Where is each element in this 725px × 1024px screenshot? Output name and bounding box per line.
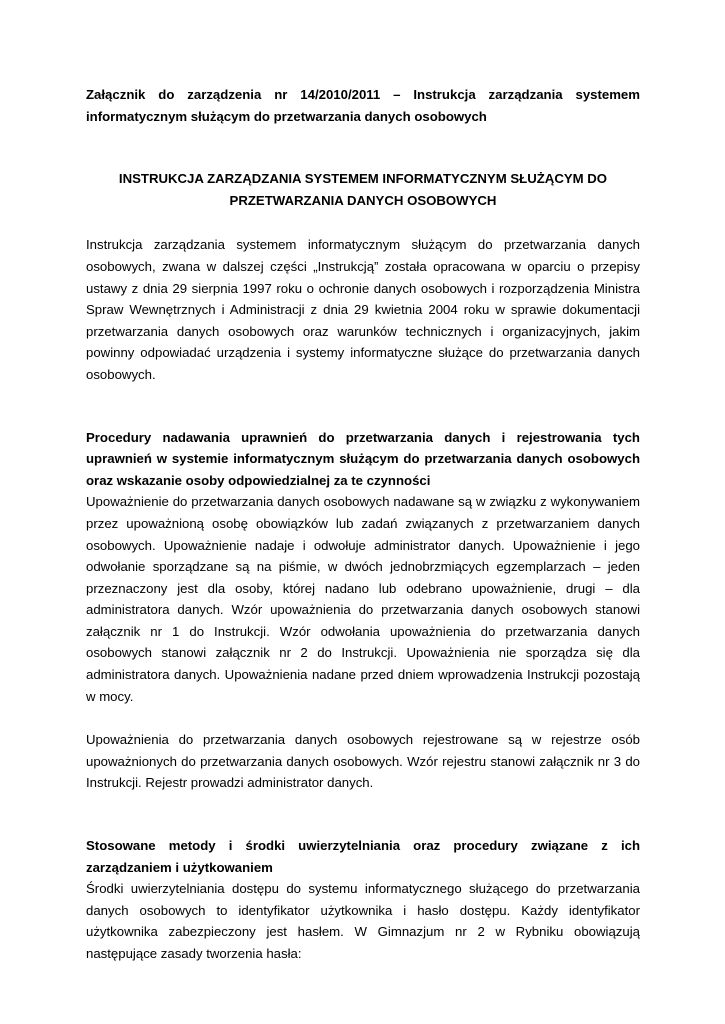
document-title-line-2: PRZETWARZANIA DANYCH OSOBOWYCH (229, 192, 497, 208)
document-title (86, 168, 640, 211)
section-paragraph: Środki uwierzytelniania dostępu do systemu informatycznego służącego do przetwarzania danych osobowych to identyfikator użytkownika i hasło dostępu. Każdy identyfikator użytkownika zabezpieczony jest hasłem. W Gimnazjum nr 2 w Rybniku obowiązują następujące zasady tworzenia hasła: (86, 881, 640, 961)
attachment-heading: Załącznik do zarządzenia nr 14/2010/2011 – Instrukcja zarządzania systemem informatycznym służącym do przetwarzania danych osobowych (86, 87, 640, 124)
document-title-line-1: INSTRUKCJA ZARZĄDZANIA SYSTEMEM INFORMATYCZNYM SŁUŻĄCYM DO (118, 171, 608, 187)
section-authentication (86, 835, 640, 965)
intro-paragraph: Instrukcja zarządzania systemem informatycznym służącym do przetwarzania danych osobowych, zwana w dalszej części „Instrukcją” została opracowana w oparciu o przepisy ustawy z dnia 29 sierpnia 1997 roku o ochronie danych osobowych i rozporządzenia Ministra Spraw Wewnętrznych i Administracji z dnia 29 kwietnia 2004 roku w sprawie dokumentacji przetwarzania danych osobowych oraz warunków technicznych i organizacyjnych, jakim powinny odpowiadać urządzenia i systemy informatyczne służące do przetwarzania danych osobowych. (86, 237, 640, 382)
section-paragraph: Upoważnienia do przetwarzania danych osobowych rejestrowane są w rejestrze osób upoważnionych do przetwarzania danych osobowych. Wzór rejestru stanowi załącznik nr 3 do Instrukcji. Rejestr prowadzi administrator danych. (86, 732, 640, 791)
section-heading: Procedury nadawania uprawnień do przetwarzania danych i rejestrowania tych uprawnień w systemie informatycznym służącym do przetwarzania danych osobowych oraz wskazanie osoby odpowiedzialnej za te czynności (86, 429, 640, 488)
section-heading: Stosowane metody i środki uwierzytelniania oraz procedury związane z ich zarządzaniem i użytkowaniem (86, 838, 640, 875)
section-paragraph: Upoważnienie do przetwarzania danych osobowych nadawane są w związku z wykonywaniem przez upoważnioną osobę obowiązków lub zadań związanych z przetwarzaniem danych osobowych. Upoważnienie nadaje i odwołuje administrator danych. Upoważnienie i jego odwołanie sporządzane są na piśmie, w dwóch jednobrzmiących egzemplarzach – jeden przeznaczony jest dla osoby, której nadano lub odebrano upoważnienie, drugi – dla administratora danych. Wzór upoważnienia do przetwarzania danych osobowych stanowi załącznik nr 1 do Instrukcji. Wzór odwołania upoważnienia do przetwarzania danych osobowych stanowi załącznik nr 2 do Instrukcji. Upoważnienia nie sporządza się dla administratora danych. Upoważnienia nadane przed dniem wprowadzenia Instrukcji pozostają w mocy. (86, 494, 640, 704)
document-page (86, 84, 640, 965)
section-authorization (86, 427, 640, 795)
